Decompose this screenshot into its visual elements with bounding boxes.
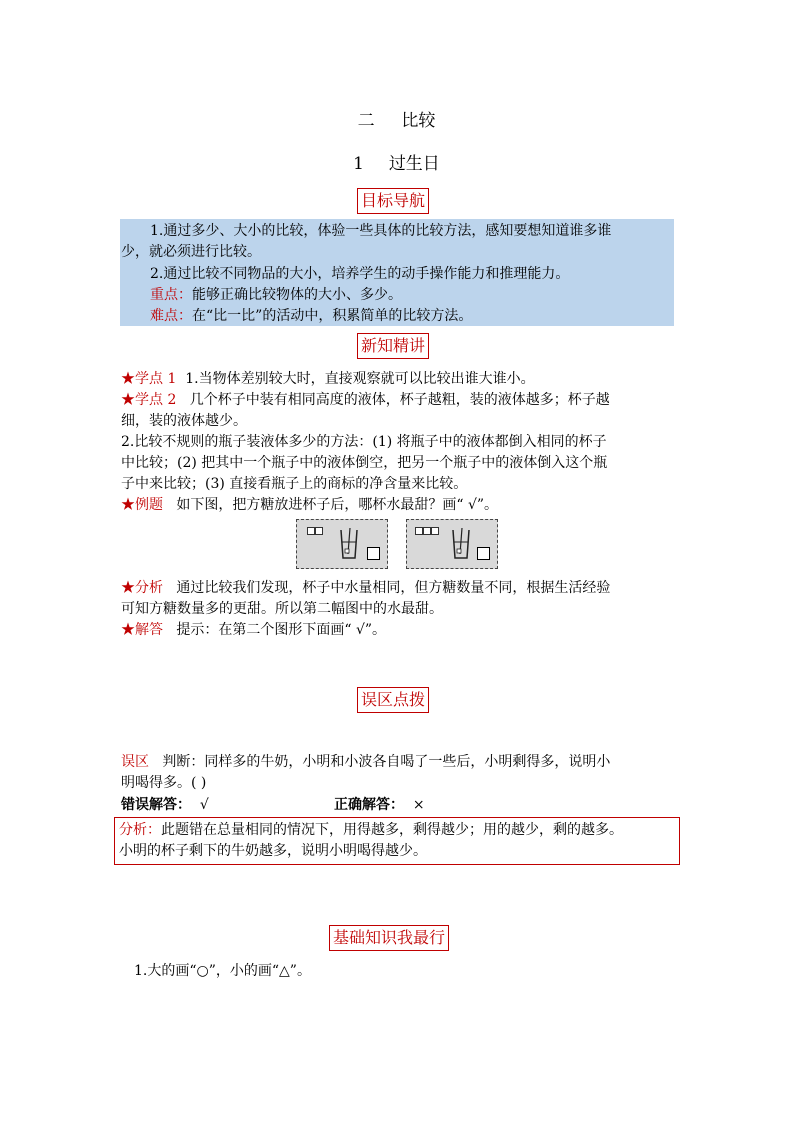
chapter-title — [0, 106, 793, 131]
section-basics-title: 基础知识我最行 — [329, 925, 449, 951]
answer-checkbox-2[interactable] — [477, 547, 490, 560]
figure-two — [406, 519, 498, 569]
glass-icon — [339, 528, 359, 560]
point-2-label: ★学点 2 — [121, 392, 177, 408]
point-2-text: 几个杯子中装有相同高度的液体，杯子越粗，装的液体越多；杯子越 — [189, 392, 610, 408]
key-point-label: 重点： — [150, 287, 192, 303]
lesson-title — [0, 149, 793, 174]
example-text: 如下图，把方糖放进杯子后，哪杯水最甜？画“ √”。 — [176, 497, 499, 513]
method-line-1: 2.比较不规则的瓶子装液体多少的方法：(1) 将瓶子中的液体都倒入相同的杯子 — [121, 434, 607, 450]
section-new-knowledge-title: 新知精讲 — [357, 333, 429, 359]
method-line-3: 子中来比较；(3) 直接看瓶子上的商标的净含量来比较。 — [121, 476, 468, 492]
sugar-cube — [315, 527, 323, 535]
misconception-analysis-text: 此题错在总量相同的情况下，用得越多，剩得越少；用的越少，剩的越多。 — [161, 822, 623, 838]
wrong-answer-label: 错误解答： — [121, 797, 191, 813]
section-misconception-title: 误区点拨 — [357, 687, 429, 713]
misconception-analysis-line-2: 小明的杯子剩下的牛奶越多，说明小明喝得越少。 — [119, 843, 427, 859]
sugar-cube — [431, 527, 439, 535]
goal-1-line-2: 少，就必须进行比较。 — [121, 244, 261, 260]
analysis-line-2: 可知方糖数量多的更甜。所以第二幅图中的水最甜。 — [121, 601, 443, 617]
answer-label: ★解答 — [121, 622, 163, 638]
misconception-text: 判断：同样多的牛奶，小明和小波各自喝了一些后，小明剩得多，说明小 — [162, 754, 611, 770]
answer-text: 提示：在第二个图形下面画“ √”。 — [176, 622, 387, 638]
right-answer — [334, 795, 425, 815]
sugar-cube — [307, 527, 315, 535]
difficulty-label: 难点： — [150, 308, 192, 324]
point-2-line-2: 细，装的液体越少。 — [121, 413, 247, 429]
chapter-name: 比较 — [401, 111, 436, 131]
analysis-text: 通过比较我们发现，杯子中水量相同，但方糖数量不同，根据生活经验 — [176, 580, 611, 596]
misconception-line-2: 明喝得多。( ) — [121, 775, 207, 791]
goal-1-line-1: 1.通过多少、大小的比较，体验一些具体的比较方法，感知要想知道谁多谁 — [150, 223, 612, 239]
key-point — [150, 285, 402, 305]
difficulty-text: 在“比一比”的活动中，积累简单的比较方法。 — [192, 308, 473, 324]
answer — [121, 620, 386, 640]
misconception-analysis-label: 分析： — [119, 822, 161, 838]
wrong-answer — [121, 795, 209, 815]
example — [121, 495, 498, 515]
answer-checkbox-1[interactable] — [367, 547, 380, 560]
misconception-label: 误区 — [121, 754, 149, 770]
key-point-text: 能够正确比较物体的大小、多少。 — [192, 287, 402, 303]
figure-one — [296, 519, 388, 569]
example-label: ★例题 — [121, 497, 163, 513]
sugar-cube — [423, 527, 431, 535]
lesson-name: 过生日 — [388, 154, 440, 174]
right-answer-label: 正确解答： — [334, 797, 404, 813]
sugar-cube — [415, 527, 423, 535]
method-line-2: 中比较；(2) 把其中一个瓶子中的液体倒空，把另一个瓶子中的液体倒入这个瓶 — [121, 455, 608, 471]
analysis-line-1 — [121, 578, 610, 598]
wrong-answer-value: √ — [199, 797, 209, 813]
point-1 — [121, 369, 535, 389]
goal-2: 2.通过比较不同物品的大小，培养学生的动手操作能力和推理能力。 — [150, 266, 570, 282]
point-2-line-1 — [121, 390, 610, 410]
point-1-text: 1.当物体差别较大时，直接观察就可以比较出谁大谁小。 — [185, 371, 535, 387]
glass-icon — [451, 528, 471, 560]
chapter-number: 二 — [357, 111, 375, 131]
right-answer-value: × — [412, 797, 425, 813]
misconception-analysis-line-1 — [119, 820, 623, 840]
section-goals-title: 目标导航 — [357, 188, 429, 214]
lesson-number: 1 — [353, 154, 364, 174]
analysis-label: ★分析 — [121, 580, 163, 596]
difficulty-point — [150, 306, 472, 326]
misconception-line-1 — [121, 752, 610, 772]
basics-question-1: 1.大的画“○”，小的画“△”。 — [134, 963, 311, 979]
point-1-label: ★学点 1 — [121, 371, 177, 387]
